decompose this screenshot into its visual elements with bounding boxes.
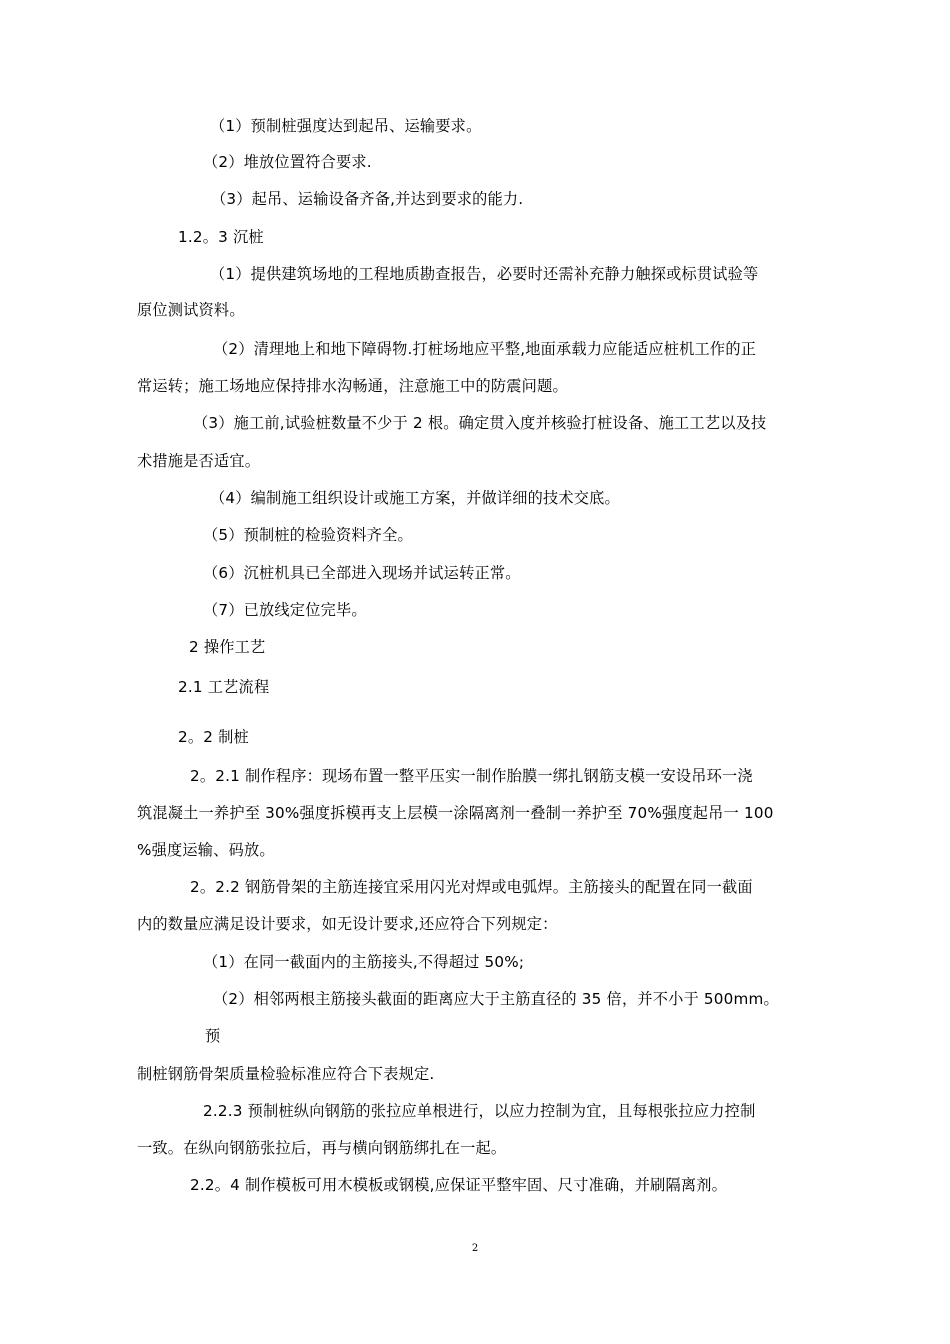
text-line: %强度运输、码放。 [137,841,275,859]
subsection-heading: 1.2。3 沉桩 [178,228,264,246]
text-line: （2）堆放位置符合要求. [203,153,372,171]
text-line: 原位测试资料。 [137,301,245,319]
text-line: 2.2。4 制作模板可用木模板或钢模,应保证平整牢固、尺寸准确，并刷隔离剂。 [190,1176,728,1194]
text-line: 术措施是否适宜。 [137,452,261,470]
text-line: 预 [205,1027,221,1045]
text-line: 2.2.3 预制桩纵向钢筋的张拉应单根进行，以应力控制为宜，且每根张拉应力控制 [203,1102,756,1120]
text-line: 内的数量应满足设计要求，如无设计要求,还应符合下列规定： [137,915,558,933]
text-line: （2）清理地上和地下障碍物.打桩场地应平整,地面承载力应能适应桩机工作的正 [213,340,757,358]
text-line: （1）在同一截面内的主筋接头,不得超过 50%; [203,953,525,971]
subsection-heading: 2.1 工艺流程 [178,678,270,696]
text-line: 制桩钢筋骨架质量检验标准应符合下表规定. [137,1065,435,1083]
text-line: 筑混凝土一养护至 30%强度拆模再支上层模一涂隔离剂一叠制一养护至 70%强度起吊一 100 [137,804,774,822]
text-line: （4）编制施工组织设计或施工方案，并做详细的技术交底。 [210,489,620,507]
text-line: （1）预制桩强度达到起吊、运输要求。 [210,117,482,135]
text-line: （7）已放线定位完毕。 [203,601,367,619]
text-line: （3）起吊、运输设备齐备,并达到要求的能力. [211,190,524,208]
text-line: 2。2.1 制作程序：现场布置一整平压实一制作胎膜一绑扎钢筋支模一安设吊环一浇 [190,767,753,785]
subsection-heading: 2。2 制桩 [178,728,249,746]
text-line: （3）施工前,试验桩数量不少于 2 根。确定贯入度并核验打桩设备、施工工艺以及技 [193,414,767,432]
text-line: 常运转；施工场地应保持排水沟畅通，注意施工中的防震问题。 [137,377,568,395]
text-line: 一致。在纵向钢筋张拉后，再与横向钢筋绑扎在一起。 [137,1139,507,1157]
page-number: 2 [471,1243,479,1254]
text-line: （6）沉桩机具已全部进入现场并试运转正常。 [203,564,521,582]
text-line: 2。2.2 钢筋骨架的主筋连接宜采用闪光对焊或电弧焊。主筋接头的配置在同一截面 [190,878,753,896]
text-line: （2）相邻两根主筋接头截面的距离应大于主筋直径的 35 倍，并不小于 500mm。 [213,990,779,1008]
section-heading: 2 操作工艺 [189,638,266,656]
text-line: （1）提供建筑场地的工程地质勘查报告，必要时还需补充静力触探或标贯试验等 [210,265,759,283]
text-line: （5）预制桩的检验资料齐全。 [203,526,413,544]
